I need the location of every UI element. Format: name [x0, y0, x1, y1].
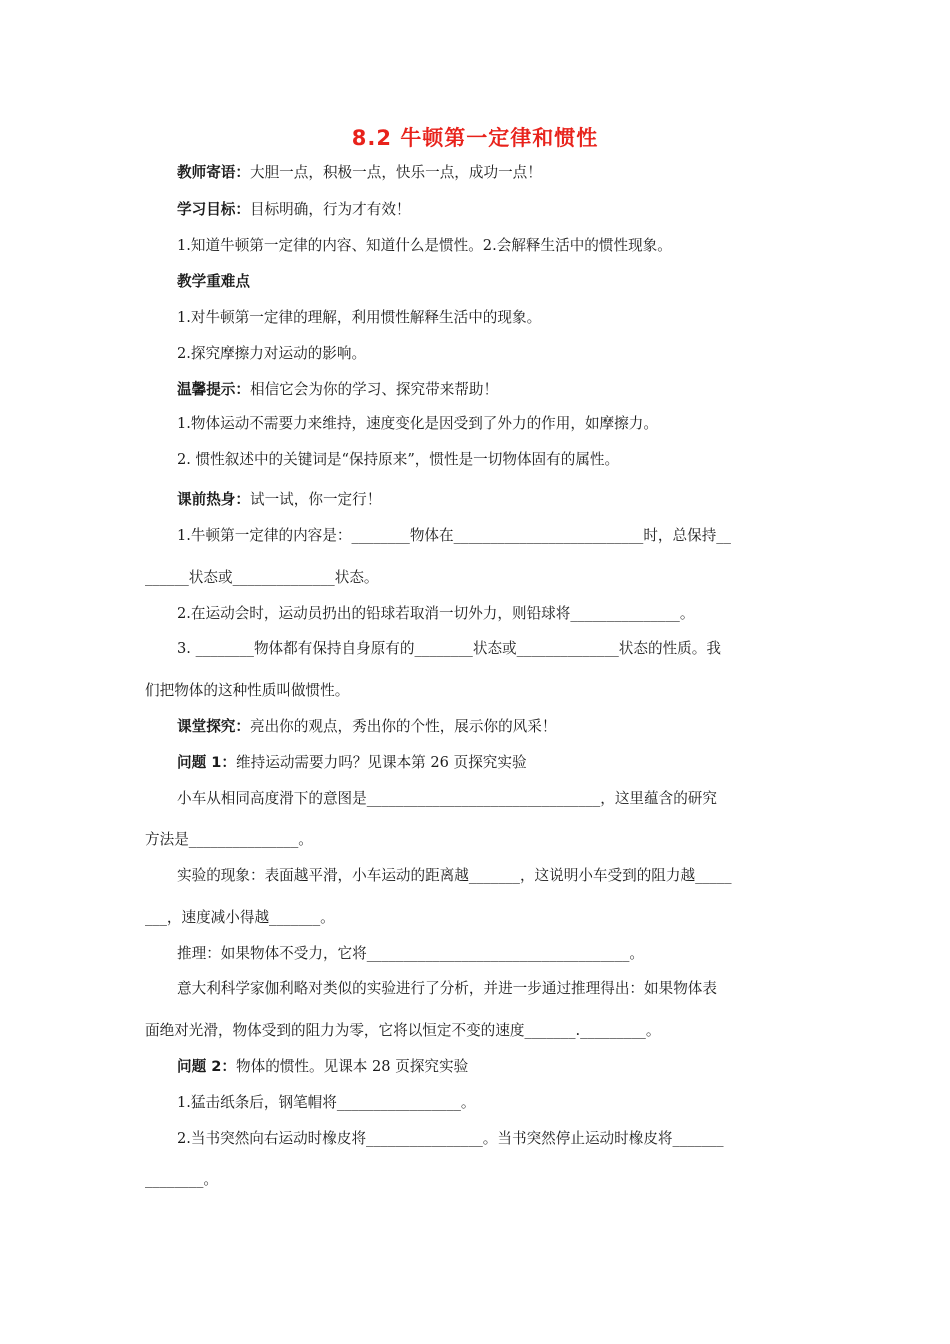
- line-label: 学习目标：: [177, 201, 250, 218]
- warmup-q1: [177, 526, 731, 546]
- warmup-q1-cont: [145, 568, 379, 588]
- line-text: 3. ________物体都有保持自身原有的________状态或______________状态的性质。我: [177, 640, 721, 657]
- line-text: 2. 惯性叙述中的关键词是“保持原来”，惯性是一切物体固有的属性。: [177, 451, 620, 468]
- line-text: 意大利科学家伽利略对类似的实验进行了分析，并进一步通过推理得出：如果物体表: [177, 980, 717, 997]
- q2-item-2-cont: [145, 1170, 218, 1190]
- key-point-2: [177, 344, 366, 364]
- page-title: 8.2 牛顿第一定律和惯性: [351, 126, 599, 150]
- line-label: 温馨提示：: [177, 381, 250, 398]
- question-1-heading: [177, 753, 527, 773]
- line-text: 实验的现象：表面越平滑，小车运动的距离越_______，这说明小车受到的阻力越_____: [177, 867, 732, 884]
- line-text: ___，速度减小得越_______。: [145, 909, 335, 926]
- line-text: 1.物体运动不需要力来维持，速度变化是因受到了外力的作用，如摩擦力。: [177, 415, 658, 432]
- warmup-heading: [177, 490, 381, 510]
- q1-purpose: [177, 789, 717, 809]
- line-text: 相信它会为你的学习、探究带来帮助！: [249, 381, 499, 398]
- line-text: 大胆一点，积极一点，快乐一点，成功一点！: [249, 164, 542, 181]
- line-text: 试一试，你一定行！: [249, 491, 382, 508]
- line-text: ______状态或______________状态。: [145, 569, 379, 586]
- warmup-q3-cont: [145, 681, 349, 701]
- class-inquiry-heading: [177, 717, 556, 737]
- line-text: ________。: [145, 1171, 218, 1188]
- line-label: 教师寄语：: [177, 164, 250, 181]
- q1-galileo: [177, 979, 717, 999]
- line-text: 面绝对光滑，物体受到的阻力为零，它将以恒定不变的速度_______._________。: [145, 1022, 661, 1039]
- line-label: 课前热身：: [177, 491, 250, 508]
- line-text: 推理：如果物体不受力，它将____________________________________。: [177, 945, 645, 962]
- q1-purpose-cont: [145, 830, 313, 850]
- line-text: 1.猛击纸条后，钢笔帽将_________________。: [177, 1094, 476, 1111]
- tips-heading: [177, 380, 498, 400]
- q1-phenomenon-cont: [145, 908, 335, 928]
- line-label: 问题 2：: [177, 1058, 237, 1075]
- line-label: 课堂探究：: [177, 718, 250, 735]
- line-text: 2.探究摩擦力对运动的影响。: [177, 345, 367, 362]
- q1-phenomenon: [177, 866, 732, 886]
- question-2-heading: [177, 1057, 468, 1077]
- goal-items: [177, 236, 672, 256]
- line-label: 教学重难点: [177, 273, 250, 290]
- line-text: 物体的惯性。见课本 28 页探究实验: [236, 1058, 469, 1075]
- line-text: 方法是_______________。: [145, 831, 313, 848]
- warmup-q2: [177, 604, 694, 624]
- tip-1: [177, 414, 658, 434]
- line-text: 亮出你的观点，秀出你的个性，展示你的风采！: [249, 718, 557, 735]
- line-text: 维持运动需要力吗？见课本第 26 页探究实验: [236, 754, 527, 771]
- line-text: 们把物体的这种性质叫做惯性。: [145, 682, 350, 699]
- q1-reasoning: [177, 944, 644, 964]
- line-text: 2.在运动会时，运动员扔出的铅球若取消一切外力，则铅球将_______________。: [177, 605, 695, 622]
- q2-item-2: [177, 1129, 724, 1149]
- key-points-heading: [177, 272, 250, 292]
- q2-item-1: [177, 1093, 476, 1113]
- warmup-q3: [177, 639, 721, 659]
- tip-2: [177, 450, 619, 470]
- line-text: 小车从相同高度滑下的意图是________________________________，这里蕴含的研究: [177, 790, 717, 807]
- key-point-1: [177, 308, 541, 328]
- line-text: 2.当书突然向右运动时橡皮将________________。当书突然停止运动时橡皮将_______: [177, 1130, 724, 1147]
- learning-goal: [177, 200, 411, 220]
- line-text: 1.知道牛顿第一定律的内容、知道什么是惯性。2.会解释生活中的惯性现象。: [177, 237, 672, 254]
- line-text: 1.牛顿第一定律的内容是：________物体在__________________________时，总保持__: [177, 527, 731, 544]
- line-label: 问题 1：: [177, 754, 237, 771]
- line-text: 目标明确，行为才有效！: [249, 201, 411, 218]
- q1-galileo-cont: [145, 1021, 660, 1041]
- teacher-message: [177, 163, 542, 183]
- line-text: 1.对牛顿第一定律的理解，利用惯性解释生活中的现象。: [177, 309, 542, 326]
